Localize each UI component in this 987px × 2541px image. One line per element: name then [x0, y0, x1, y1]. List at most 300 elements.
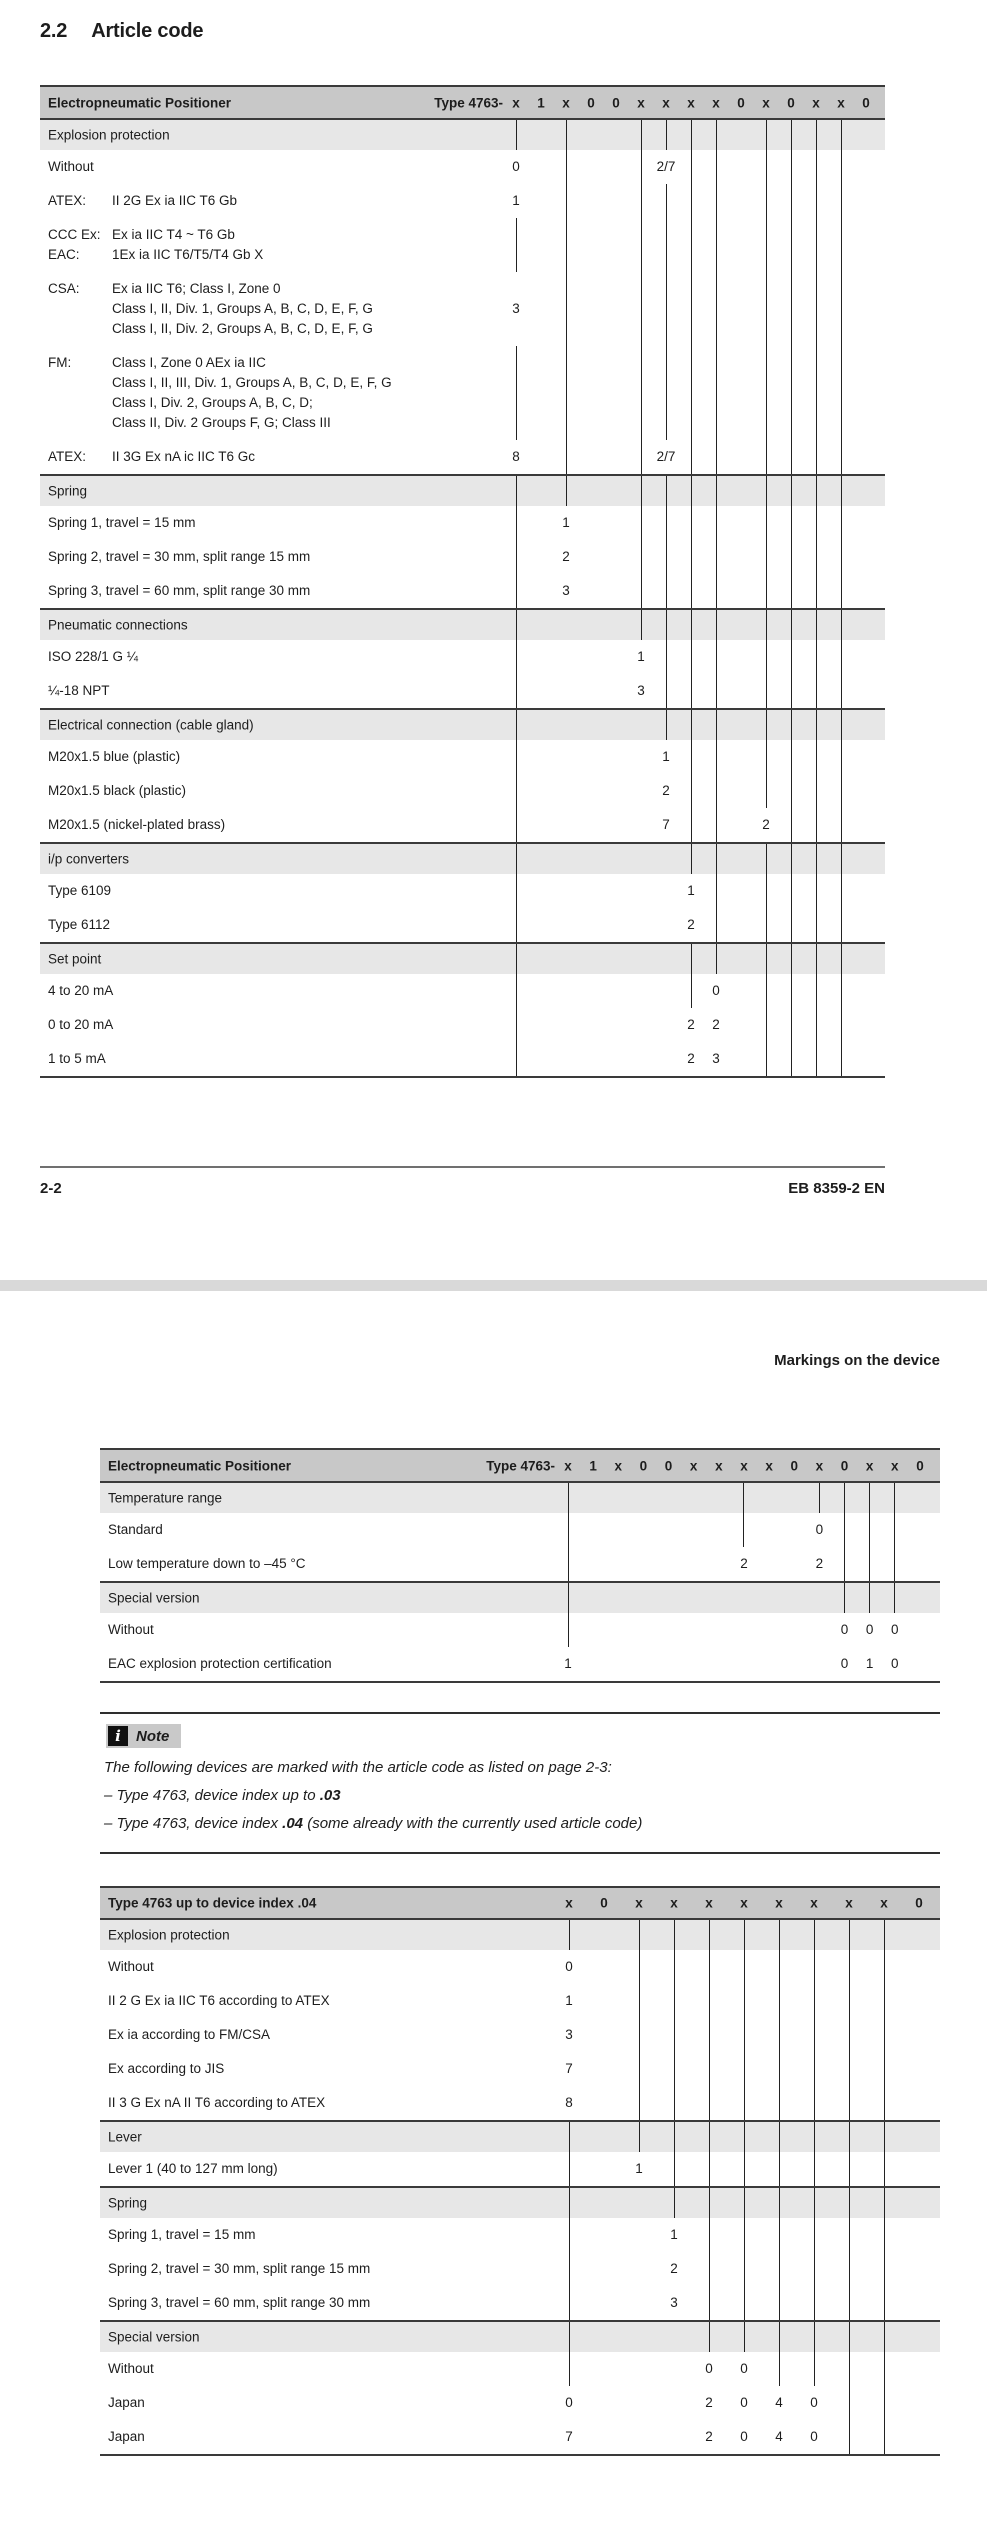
note-text: [104, 1754, 940, 1838]
section-row: [40, 608, 885, 640]
row-label: [108, 2259, 370, 2279]
item-row: [40, 874, 885, 908]
markings-heading: Markings on the device: [774, 1352, 940, 1369]
row-label-line: [48, 581, 310, 601]
row-label-text: Low temperature down to –45 °C: [108, 1556, 306, 1571]
header-code: x: [812, 95, 820, 110]
code-value: 0: [840, 1622, 849, 1637]
row-label-line: [48, 647, 138, 667]
code-rail: [849, 1920, 850, 1950]
code-rail: [816, 120, 817, 150]
code-rail: [816, 1042, 817, 1076]
code-rail: [791, 120, 792, 150]
note-badge-label: Note: [136, 1727, 170, 1745]
code-rail: [716, 908, 717, 942]
row-label: [48, 647, 138, 667]
code-rail: [674, 2152, 675, 2186]
code-rail: [666, 710, 667, 740]
code-rail: [641, 150, 642, 184]
code-value: 0: [512, 159, 520, 174]
code-rail: [816, 1008, 817, 1042]
code-rail: [516, 540, 517, 574]
row-label-text: M20x1.5 blue (plastic): [48, 749, 181, 764]
item-row: [100, 2386, 940, 2420]
code-rail: [849, 1984, 850, 2018]
code-rail: [791, 610, 792, 640]
row-label-line: [108, 1554, 306, 1574]
code-rail: [666, 674, 667, 708]
code-rail: [641, 540, 642, 574]
code-rail: [779, 2322, 780, 2352]
item-row: [40, 1008, 885, 1042]
row-label: [108, 2427, 145, 2447]
row-label: [48, 547, 310, 567]
code-rail: [816, 184, 817, 218]
code-rail: [709, 2052, 710, 2086]
code-rail: [691, 640, 692, 674]
code-rail: [639, 2018, 640, 2052]
code-rail: [666, 640, 667, 674]
code-rail: [884, 1920, 885, 1950]
code-rail: [744, 2018, 745, 2052]
code-rail: [766, 218, 767, 272]
section-number: 2.2: [40, 20, 68, 42]
code-value: 2: [815, 1556, 824, 1571]
code-rail: [516, 1008, 517, 1042]
note-line: [104, 1782, 940, 1810]
code-rail: [516, 874, 517, 908]
item-row: [100, 2252, 940, 2286]
code-rail: [516, 974, 517, 1008]
code-rail: [814, 2086, 815, 2120]
code-rail: [814, 2152, 815, 2186]
code-rail: [814, 2252, 815, 2286]
row-label: [48, 447, 255, 467]
row-label-line: [108, 2159, 278, 2179]
code-rail: [641, 218, 642, 272]
row-label: [48, 353, 392, 433]
code-rail: [841, 1008, 842, 1042]
header-code: 0: [664, 1458, 673, 1473]
code-rail: [766, 1042, 767, 1076]
code-rail: [841, 272, 842, 346]
code-rail: [691, 844, 692, 874]
item-row: [100, 2052, 940, 2086]
row-label-text: Class I, II, Div. 2, Groups A, B, C, D, E, F, G: [112, 321, 373, 336]
code-rail: [779, 2218, 780, 2252]
code-rail: [716, 218, 717, 272]
code-rail: [709, 2122, 710, 2152]
code-rail: [744, 2218, 745, 2252]
code-rail: [716, 740, 717, 774]
code-rail: [884, 2420, 885, 2454]
code-rail: [884, 2286, 885, 2320]
row-label-text: Standard: [108, 1522, 163, 1537]
code-rail: [894, 1513, 895, 1547]
code-rail: [674, 2122, 675, 2152]
code-rail: [566, 440, 567, 474]
code-rail: [816, 440, 817, 474]
code-rail: [849, 2018, 850, 2052]
code-value: 2: [687, 1051, 695, 1066]
code-rail: [779, 1950, 780, 1984]
row-label: [48, 815, 225, 835]
code-rail: [816, 974, 817, 1008]
row-label: [48, 781, 186, 801]
row-label-text: Class I, II, Div. 1, Groups A, B, C, D, E, F, G: [112, 301, 373, 316]
code-rail: [691, 808, 692, 842]
code-rail: [716, 120, 717, 150]
row-label-text: Class I, Zone 0 AEx ia IIC: [112, 355, 266, 370]
code-rail: [884, 2018, 885, 2052]
code-rail: [779, 2152, 780, 2186]
code-rail: [791, 346, 792, 440]
note-segment: (some already with the currently used article code): [303, 1815, 643, 1832]
footer-doc-id: EB 8359-2 EN: [788, 1180, 885, 1197]
header-code: 0: [915, 1895, 923, 1911]
code-rail: [791, 218, 792, 272]
code-rail: [716, 272, 717, 346]
row-label-line: [48, 191, 237, 211]
code-rail: [849, 2086, 850, 2120]
code-rail: [816, 476, 817, 506]
code-rail: [791, 774, 792, 808]
code-rail: [766, 540, 767, 574]
code-rail: [744, 1984, 745, 2018]
row-label-text: Class I, II, III, Div. 1, Groups A, B, C, D, E, F, G: [112, 375, 392, 390]
code-rail: [566, 476, 567, 506]
code-rail: [849, 2052, 850, 2086]
row-label: [108, 2025, 270, 2045]
code-rail: [791, 808, 792, 842]
code-value: 1: [512, 193, 520, 208]
code-rail: [841, 640, 842, 674]
code-rail: [841, 944, 842, 974]
code-rail: [674, 1950, 675, 1984]
product-label: Electropneumatic Positioner: [48, 95, 232, 110]
item-row: [40, 974, 885, 1008]
header-code: x: [810, 1895, 818, 1911]
code-value: 2: [740, 1556, 748, 1571]
code-rail: [884, 2322, 885, 2352]
code-rail: [716, 540, 717, 574]
row-label: [48, 225, 263, 265]
row-label-line: [48, 373, 392, 393]
code-rail: [566, 150, 567, 184]
code-rail: [516, 740, 517, 774]
code-value: 3: [637, 683, 645, 698]
row-label-prefix: [48, 319, 112, 339]
code-rail: [569, 2218, 570, 2252]
code-rail: [841, 974, 842, 1008]
item-row: [40, 808, 885, 842]
code-rail: [816, 272, 817, 346]
code-rail: [743, 1483, 744, 1513]
section-label: Electrical connection (cable gland): [48, 717, 254, 733]
code-rail: [816, 610, 817, 640]
header-code: x: [565, 1895, 573, 1911]
row-label-line: [48, 815, 225, 835]
code-rail: [884, 2152, 885, 2186]
code-rail: [779, 2188, 780, 2218]
code-value: 0: [565, 1959, 573, 1974]
code-rail: [844, 1547, 845, 1581]
code-rail: [568, 1513, 569, 1547]
row-label-text: Without: [48, 159, 94, 174]
code-rail: [674, 2018, 675, 2052]
code-rail: [766, 640, 767, 674]
code-rail: [709, 2086, 710, 2120]
row-label-line: [48, 319, 373, 339]
row-label-text: Ex ia IIC T4 ~ T6 Gb: [112, 227, 235, 242]
code-value: 7: [565, 2061, 573, 2076]
header-code: x: [880, 1895, 888, 1911]
code-rail: [849, 2386, 850, 2420]
code-rail: [691, 506, 692, 540]
item-row: [100, 1950, 940, 1984]
code-rail: [569, 2286, 570, 2320]
code-value: 1: [662, 749, 670, 764]
row-label-text: Lever 1 (40 to 127 mm long): [108, 2161, 278, 2176]
code-rail: [766, 440, 767, 474]
code-rail: [516, 574, 517, 608]
row-label-text: Ex according to JIS: [108, 2061, 225, 2076]
code-rail: [639, 2122, 640, 2152]
header-code: 1: [537, 95, 545, 110]
code-rail: [841, 574, 842, 608]
code-rail: [816, 506, 817, 540]
code-rail: [841, 908, 842, 942]
code-rail: [516, 908, 517, 942]
row-label: [48, 1015, 113, 1035]
code-rail: [709, 2152, 710, 2186]
code-rail: [766, 674, 767, 708]
header-code: 0: [600, 1895, 608, 1911]
code-rail: [709, 2188, 710, 2218]
code-rail: [691, 150, 692, 184]
code-rail: [791, 640, 792, 674]
code-rail: [841, 808, 842, 842]
row-label: [108, 2225, 255, 2245]
code-rail: [791, 1008, 792, 1042]
code-rail: [779, 1984, 780, 2018]
code-rail: [849, 2218, 850, 2252]
item-row: [40, 272, 885, 346]
row-label-text: Without: [108, 2361, 154, 2376]
header-code: x: [775, 1895, 783, 1911]
item-row: [40, 540, 885, 574]
code-value: 3: [670, 2295, 678, 2310]
header-code: x: [865, 1458, 874, 1473]
code-rail: [709, 1984, 710, 2018]
type-label: Type 4763-: [486, 1458, 555, 1473]
item-row: [100, 2152, 940, 2186]
code-rail: [744, 2286, 745, 2320]
row-label-line: [108, 1957, 154, 1977]
code-rail: [791, 944, 792, 974]
code-rail: [641, 610, 642, 640]
row-label-text: Ex ia IIC T6; Class I, Zone 0: [112, 281, 281, 296]
header-code: 0: [840, 1458, 849, 1473]
code-rail: [841, 120, 842, 150]
code-rail: [849, 2420, 850, 2454]
code-rail: [791, 476, 792, 506]
row-label-line: [48, 225, 263, 245]
row-label-text: Spring 3, travel = 60 mm, split range 30 mm: [48, 583, 311, 598]
row-label: [48, 681, 110, 701]
code-value: 1: [562, 515, 570, 530]
code-rail: [516, 640, 517, 674]
note-badge: [106, 1724, 181, 1748]
item-row: [100, 2420, 940, 2454]
row-label-text: II 2G Ex ia IIC T6 Gb: [112, 193, 238, 208]
row-label-prefix: [48, 393, 112, 413]
row-label: [48, 915, 110, 935]
row-label-text: ISO 228/1 G ¼: [48, 649, 139, 664]
row-label-line: [48, 547, 310, 567]
code-value: 3: [562, 583, 570, 598]
code-rail: [766, 974, 767, 1008]
item-row: [100, 2086, 940, 2120]
code-value: 0: [712, 983, 720, 998]
row-label: [108, 2093, 325, 2113]
item-row: [40, 740, 885, 774]
code-rail: [814, 2188, 815, 2218]
row-label-text: Spring 2, travel = 30 mm, split range 15 mm: [48, 549, 311, 564]
code-rail: [766, 150, 767, 184]
note-segment: – Type 4763, device index: [104, 1815, 283, 1832]
section-label: i/p converters: [48, 851, 130, 867]
row-label: [48, 513, 195, 533]
header-code: 0: [916, 1458, 924, 1473]
section-row: [100, 1918, 940, 1950]
code-rail: [816, 540, 817, 574]
code-rail: [716, 944, 717, 974]
code-rail: [814, 1950, 815, 1984]
code-rail: [779, 1920, 780, 1950]
row-label-text: 1Ex ia IIC T6/T5/T4 Gb X: [112, 247, 264, 262]
row-label: [108, 1654, 332, 1674]
code-rail: [666, 574, 667, 608]
code-rail: [791, 674, 792, 708]
code-rail: [766, 506, 767, 540]
code-rail: [709, 1920, 710, 1950]
table-header-row: [100, 1450, 940, 1481]
row-label-prefix: ATEX:: [48, 193, 87, 208]
code-rail: [666, 184, 667, 218]
code-rail: [766, 710, 767, 740]
code-rail: [791, 908, 792, 942]
code-rail: [666, 120, 667, 150]
code-rail: [691, 610, 692, 640]
header-code: 1: [589, 1458, 597, 1473]
code-rail: [894, 1547, 895, 1581]
code-rail: [716, 610, 717, 640]
row-label: [48, 1049, 106, 1069]
code-rail: [674, 1984, 675, 2018]
markings-table: [100, 1448, 940, 1683]
code-value: 1: [637, 649, 645, 664]
code-rail: [814, 1920, 815, 1950]
code-value: 2: [670, 2261, 678, 2276]
code-rail: [816, 346, 817, 440]
section-heading: [40, 20, 203, 43]
row-label: [108, 1991, 330, 2011]
item-row: [100, 1513, 940, 1547]
header-code: x: [662, 95, 670, 110]
code-rail: [691, 710, 692, 740]
code-rail: [779, 2086, 780, 2120]
code-rail: [791, 1042, 792, 1076]
code-rail: [691, 674, 692, 708]
row-label: [108, 2393, 145, 2413]
item-row: [100, 1984, 940, 2018]
header-code: x: [689, 1458, 698, 1473]
code-rail: [716, 674, 717, 708]
code-rail: [691, 120, 692, 150]
code-value: 0: [740, 2429, 748, 2444]
code-rail: [849, 2252, 850, 2286]
row-label-text: Ex ia according to FM/CSA: [108, 2027, 271, 2042]
code-rail: [791, 440, 792, 474]
code-rail: [744, 1950, 745, 1984]
code-rail: [691, 346, 692, 440]
row-label-line: [108, 2293, 370, 2313]
row-label-line: [48, 747, 180, 767]
code-rail: [569, 2152, 570, 2186]
code-rail: [566, 272, 567, 346]
row-label-line: [48, 353, 392, 373]
row-label-line: [48, 781, 186, 801]
code-rail: [766, 346, 767, 440]
code-rail: [569, 2352, 570, 2386]
header-code: x: [815, 1458, 824, 1473]
row-label: [48, 191, 237, 211]
code-value: 3: [512, 301, 520, 316]
row-label-text: Type 6109: [48, 883, 112, 898]
table-header-row: [40, 87, 885, 118]
code-rail: [569, 1920, 570, 1950]
code-rail: [666, 610, 667, 640]
code-rail: [884, 2188, 885, 2218]
code-rail: [639, 1950, 640, 1984]
code-rail: [841, 540, 842, 574]
code-rail: [816, 844, 817, 874]
code-rail: [666, 540, 667, 574]
item-row: [100, 2352, 940, 2386]
item-row: [40, 574, 885, 608]
code-rail: [816, 908, 817, 942]
row-label-text: Class II, Div. 2 Groups F, G; Class III: [112, 415, 331, 430]
code-rail: [716, 346, 717, 440]
code-rail: [844, 1513, 845, 1547]
code-rail: [766, 1008, 767, 1042]
code-rail: [709, 2218, 710, 2252]
section-row: [100, 1581, 940, 1613]
code-rail: [791, 844, 792, 874]
row-label-text: Spring 3, travel = 60 mm, split range 30 mm: [108, 2295, 371, 2310]
code-rail: [743, 1513, 744, 1547]
header-code: 0: [862, 95, 870, 110]
header-code: x: [837, 95, 845, 110]
row-label-text: EAC explosion protection certification: [108, 1656, 332, 1671]
section-row: [40, 708, 885, 740]
row-label: [108, 2293, 370, 2313]
section-row: [40, 474, 885, 506]
note-bold-segment: .03: [319, 1787, 341, 1804]
code-value: 7: [662, 817, 670, 832]
code-rail: [566, 346, 567, 440]
